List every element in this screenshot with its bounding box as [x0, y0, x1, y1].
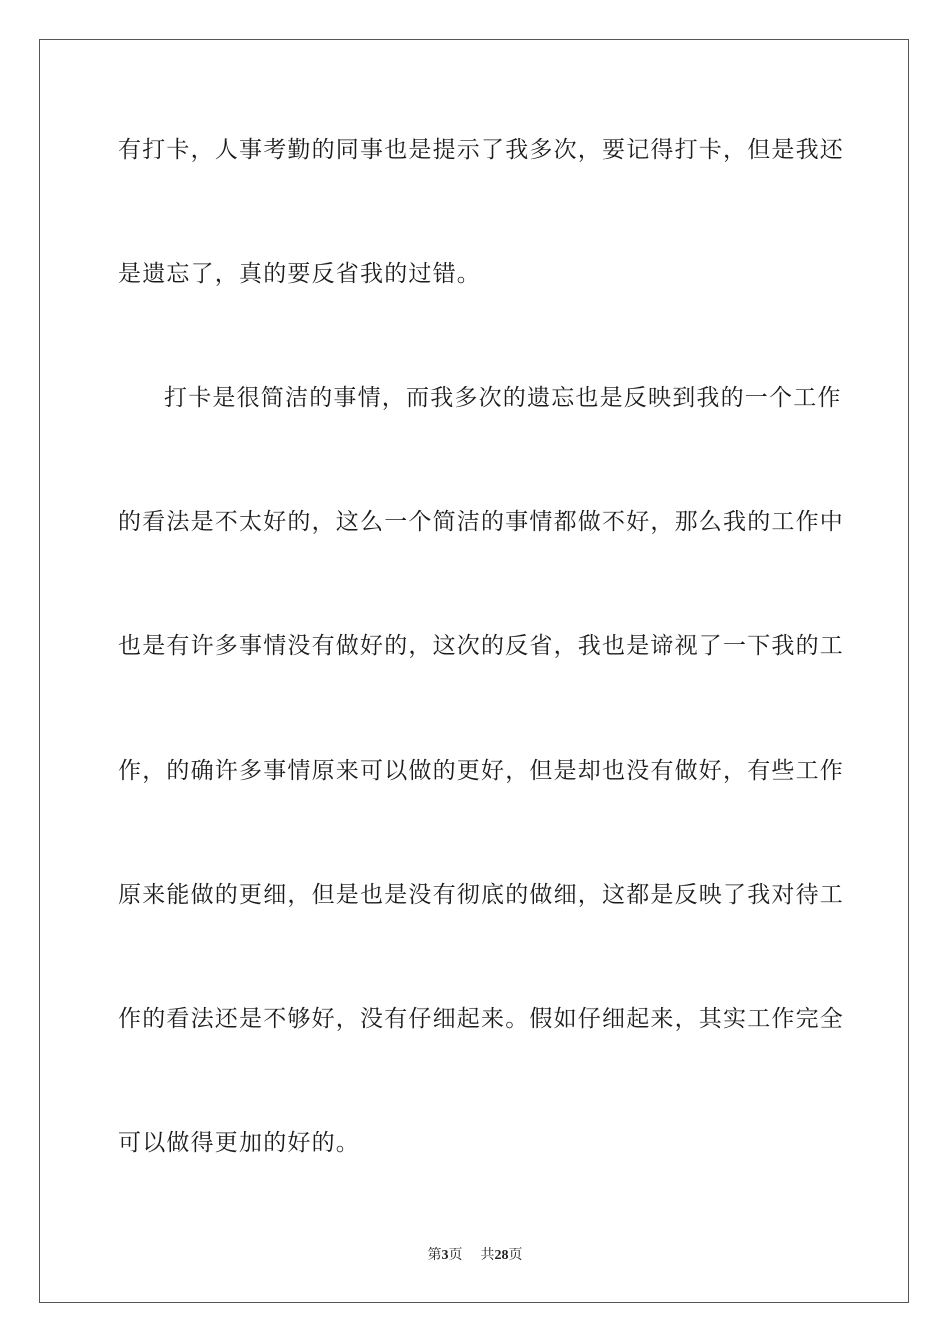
total-suffix: 页 — [508, 1248, 523, 1263]
body-text-line: 有打卡，人事考勤的同事也是提示了我多次，要记得打卡，但是我还 — [118, 137, 844, 163]
body-text-line: 也是有许多事情没有做好的，这次的反省，我也是谛视了一下我的工 — [118, 633, 844, 659]
body-text-line: 是遗忘了，真的要反省我的过错。 — [118, 261, 481, 287]
page-footer — [0, 1247, 950, 1265]
page-prefix: 第 — [427, 1248, 442, 1263]
body-text-line: 原来能做的更细，但是也是没有彻底的做细，这都是反映了我对待工 — [118, 882, 844, 908]
body-text-line: 的看法是不太好的，这么一个简洁的事情都做不好，那么我的工作中 — [118, 509, 844, 535]
page-suffix: 页 — [448, 1248, 463, 1263]
total-prefix: 共 — [480, 1248, 495, 1263]
body-text-line: 可以做得更加的好的。 — [118, 1130, 360, 1156]
current-page-number: 3 — [441, 1248, 449, 1263]
paragraph-first-line: 打卡是很简洁的事情，而我多次的遗忘也是反映到我的一个工作 — [164, 385, 842, 411]
page-border — [39, 39, 909, 1303]
body-text-line: 作，的确许多事情原来可以做的更好，但是却也没有做好，有些工作 — [118, 758, 844, 784]
total-page-count: 28 — [494, 1248, 509, 1263]
body-text-line: 作的看法还是不够好，没有仔细起来。假如仔细起来，其实工作完全 — [118, 1006, 844, 1032]
